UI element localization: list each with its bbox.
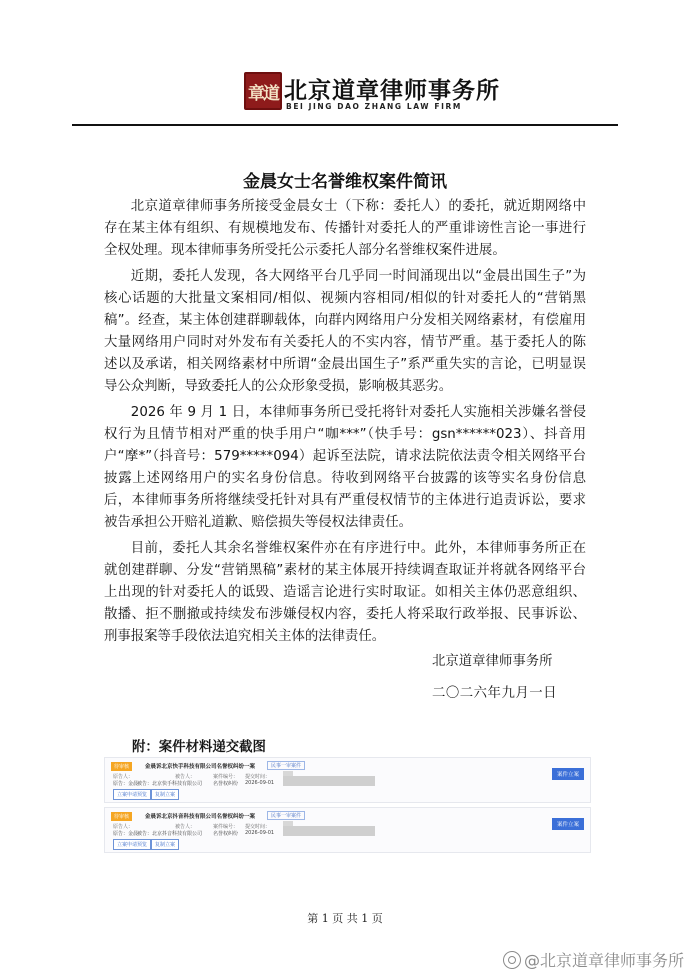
page-number: 第 1 页 共 1 页 [307,912,383,925]
case-type-badge: 民事一审案件 [267,761,305,770]
meta-label: 案件编号： [213,824,239,830]
attachment-title: 附：案件材料递交截图 [132,740,266,755]
submit-case-button[interactable]: 案件立案 [552,768,584,780]
meta-value: 原告：金晨 [113,831,139,837]
meta-label: 提交时间： [245,774,271,780]
meta-value: 原告：金晨 [113,781,139,787]
meta-value: 名誉权纠纷 [213,781,239,787]
paragraph-1: 北京道章律师事务所接受金晨女士（下称：委托人）的委托，就近期网络中存在某主体有组织、有规模地发布、传播针对委托人的严重诽谤性言论一事进行全权处理。现本律师事务所受托公示委托人部分名誉维权案件进展。 [104,199,586,258]
firm-name-en: BEI JING DAO ZHANG LAW FIRM [286,102,462,111]
meta-label: 提交时间： [245,824,271,830]
meta-label: 原告人： [113,774,134,780]
watermark-text: @北京道章律师事务所 [523,951,684,970]
paragraph-2: 近期，委托人发现，各大网络平台几乎同一时间涌现出以“金晨出国生子”为核心话题的大批量文案相同/相似、视频内容相同/相似的针对委托人的“营销黑稿”。经查，某主体创建群聊载体，向群内网络用户分发相关网络素材，有偿雇用大量网络用户同时对外发布有关委托人的不实内容，情节严重。基于委托人的陈述以及承诺，相关网络素材中所谓“金晨出国生子”系严重失实的言论，已明显误导公众判断，导致委托人的公众形象受损，影响极其恶劣。 [104,269,586,394]
case-screenshot-list [104,757,589,857]
meta-label: 被告人： [175,774,196,780]
header-divider [72,124,618,126]
case-row [104,757,591,803]
meta-value: 被告：北京抖音科技有限公司 [137,831,203,837]
meta-label: 原告人： [113,824,134,830]
meta-value: 名誉权纠纷 [213,831,239,837]
case-type-badge: 民事一审案件 [267,811,305,820]
case-title[interactable]: 金晨诉北京抖音科技有限公司名誉权纠纷一案 [145,814,256,820]
signature-date: 二〇二六年九月一日 [432,686,558,701]
meta-value: 被告：北京快手科技有限公司 [137,781,203,787]
paragraph-3: 2026 年 9 月 1 日，本律师事务所已受托将针对委托人实施相关涉嫌名誉侵权行为且情节相对严重的快手用户“咖***”（快手号：gsn******023）、抖音用户“摩*”（抖音号：579*****094）起诉至法院，请求法院依法责令相关网络平台披露上述网络用户的实名身份信息。待收到网络平台披露的该等实名身份信息后，本律师事务所将继续受托针对具有严重侵权情节的主体进行追责诉讼，要求被告承担公开赔礼道歉、赔偿损失等侵权法律责任。 [104,405,586,530]
copy-filing-button[interactable]: 复制立案 [151,789,179,800]
case-status-tag: 待审核 [111,762,132,771]
document-title: 金晨女士名誉维权案件简讯 [243,172,447,192]
paragraph-4: 目前，委托人其余名誉维权案件亦在有序进行中。此外，本律师事务所正在就创建群聊、分发“营销黑稿”素材的某主体展开持续调查取证并将就各网络平台上出现的针对委托人的诋毁、造谣言论进行实时取证。如相关主体仍恶意组织、散播、拒不删撤或持续发布涉嫌侵权内容，委托人将采取行政举报、民事诉讼、刑事报案等手段依法追究相关主体的法律责任。 [104,541,586,644]
case-status-tag: 待审核 [111,812,132,821]
meta-label: 案件编号： [213,774,239,780]
signature: 北京道章律师事务所 [432,654,553,669]
weibo-icon [503,951,521,969]
redacted-block [283,826,375,836]
firm-seal-logo: 章道 [244,72,282,110]
meta-value: 2026-09-01 [245,830,275,836]
copy-filing-button[interactable]: 复制立案 [151,839,179,850]
submit-case-button[interactable]: 案件立案 [552,818,584,830]
weibo-watermark [503,948,684,971]
case-row [104,807,591,853]
firm-name-cn: 北京道章律师事务所 [284,77,500,104]
letterhead [0,66,690,126]
case-title[interactable]: 金晨诉北京快手科技有限公司名誉权纠纷一案 [145,764,256,770]
meta-label: 被告人： [175,824,196,830]
redacted-block [283,776,375,786]
meta-value: 2026-09-01 [245,780,275,786]
preview-filing-button[interactable]: 立案申请预览 [113,839,151,850]
preview-filing-button[interactable]: 立案申请预览 [113,789,151,800]
